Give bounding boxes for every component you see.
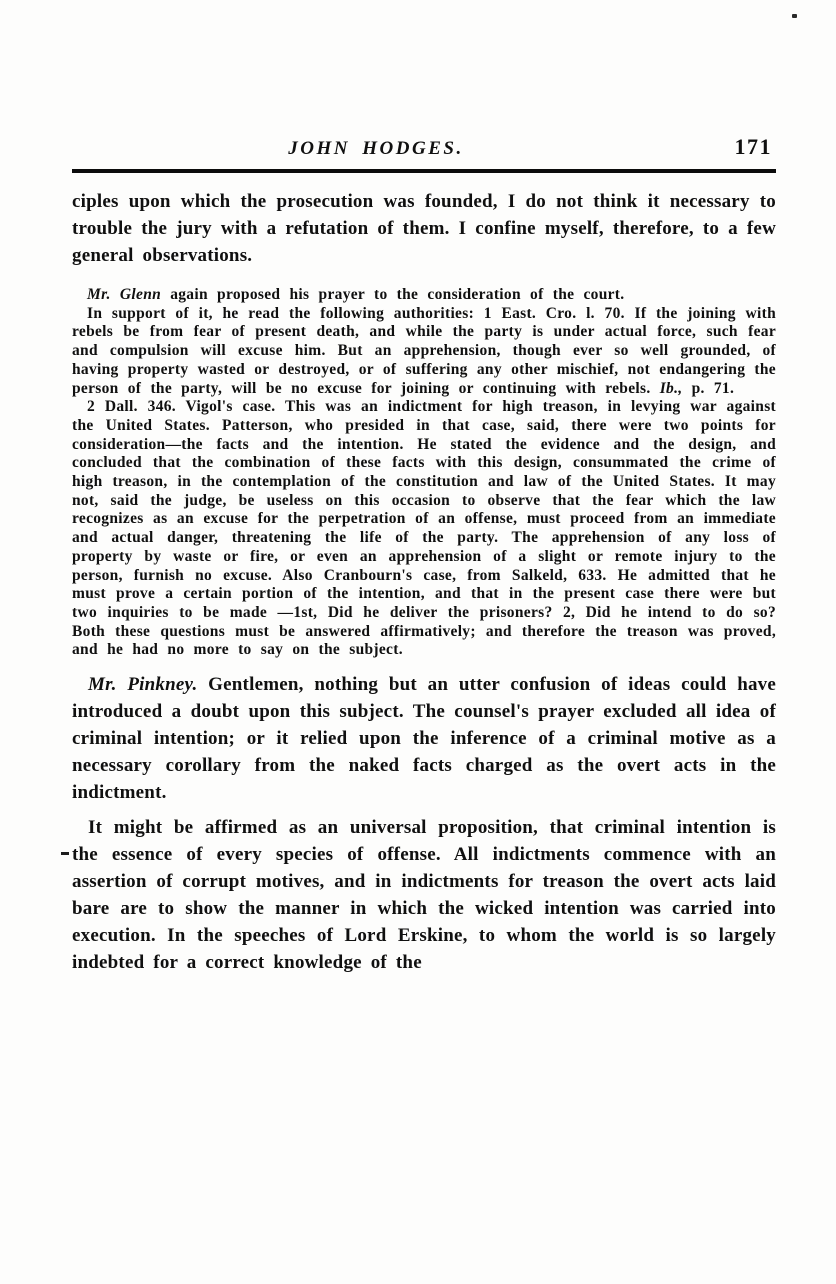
margin-mark-artifact [61,852,69,855]
page-number: 171 [734,134,772,159]
speaker-name-pinkney: Mr. Pinkney. [88,674,198,696]
paragraph-pinkney [72,671,776,806]
paragraph-text: 2 Dall. 346. Vigol's case. This was an indictment for high treason, in levying war against the United States. Patterson, who presided in that case, said, there were two points for consideration—the facts and the intention. He stated the evidence and the design, and concluded that the combination of these facts with this design, consummated the crime of high treason, in the contemplation of the constitution and law of the United States. It may not, said the judge, be useless on this occasion to observe that the fear which the law recognizes as an excuse for the perpetration of an offense, must proceed from an immediate and actual danger, threatening the life of the party. The apprehension of any loss of property by waste or fire, or even an apprehension of a slight or remote injury to the person, furnish no excuse. Also Cranbourn's case, from Salkeld, 633. He admitted that he must prove a certain portion of the intention, and that in the present case there were but two inquiries to be made —1st, Did he deliver the prisoners? 2, Did he intend to do so? Both these questions must be answered affirmatively; and therefore the treason was proved, and he had no more to say on the subject. [72,398,776,659]
scan-speck-artifact [792,14,797,18]
header-rule [72,169,776,173]
running-title: JOHN HODGES. [288,138,464,159]
page-content [72,136,776,976]
paragraph-text: In support of it, he read the following authorities: 1 East. Cro. l. 70. If the joining with rebels be from fear of present death, and while the party is under actual force, such fear and compulsion will excuse him. But an apprehension, though ever so well grounded, of having property wasted or destroyed, or of suffering any other mischief, not endangering the person of the party, will be no excuse for joining or continuing with rebels. [72,304,776,397]
paragraph-text: again proposed his prayer to the consideration of the court. [161,286,625,303]
paragraph-vigols-case [72,398,776,660]
paragraph-text: It might be affirmed as an universal proposition, that criminal intention is the essence of every species of offense. All indictments commence with an assertion of corrupt motives, and in indictments for treason the overt acts laid bare are to show the manner in which the wicked intention was carried into execution. In the speeches of Lord Erskine, to whom the world is so largely indebted for a correct knowledge of the [72,817,776,974]
paragraph-universal-proposition [72,814,776,976]
paragraph-glenn-motion [72,286,776,305]
citation-ib: Ib., [659,379,683,397]
paragraph-authorities [72,305,776,399]
paragraph-text: ciples upon which the prosecution was founded, I do not think it necessary to trouble the jury with a refutation of them. I confine myself, therefore, to a few general observations. [72,191,776,266]
page-header [72,136,776,163]
speaker-name-glenn: Mr. Glenn [87,286,162,303]
citation-page: p. 71. [682,379,735,397]
paragraph-continuation [72,188,776,269]
paragraph-text: Gentlemen, nothing but an utter confusion of ideas could have introduced a doubt upon this subject. The counsel's prayer excluded all idea of criminal intention; or it relied upon the inference of a criminal motive as a necessary corollary from the naked facts charged as the overt acts in the indictment. [72,674,776,804]
